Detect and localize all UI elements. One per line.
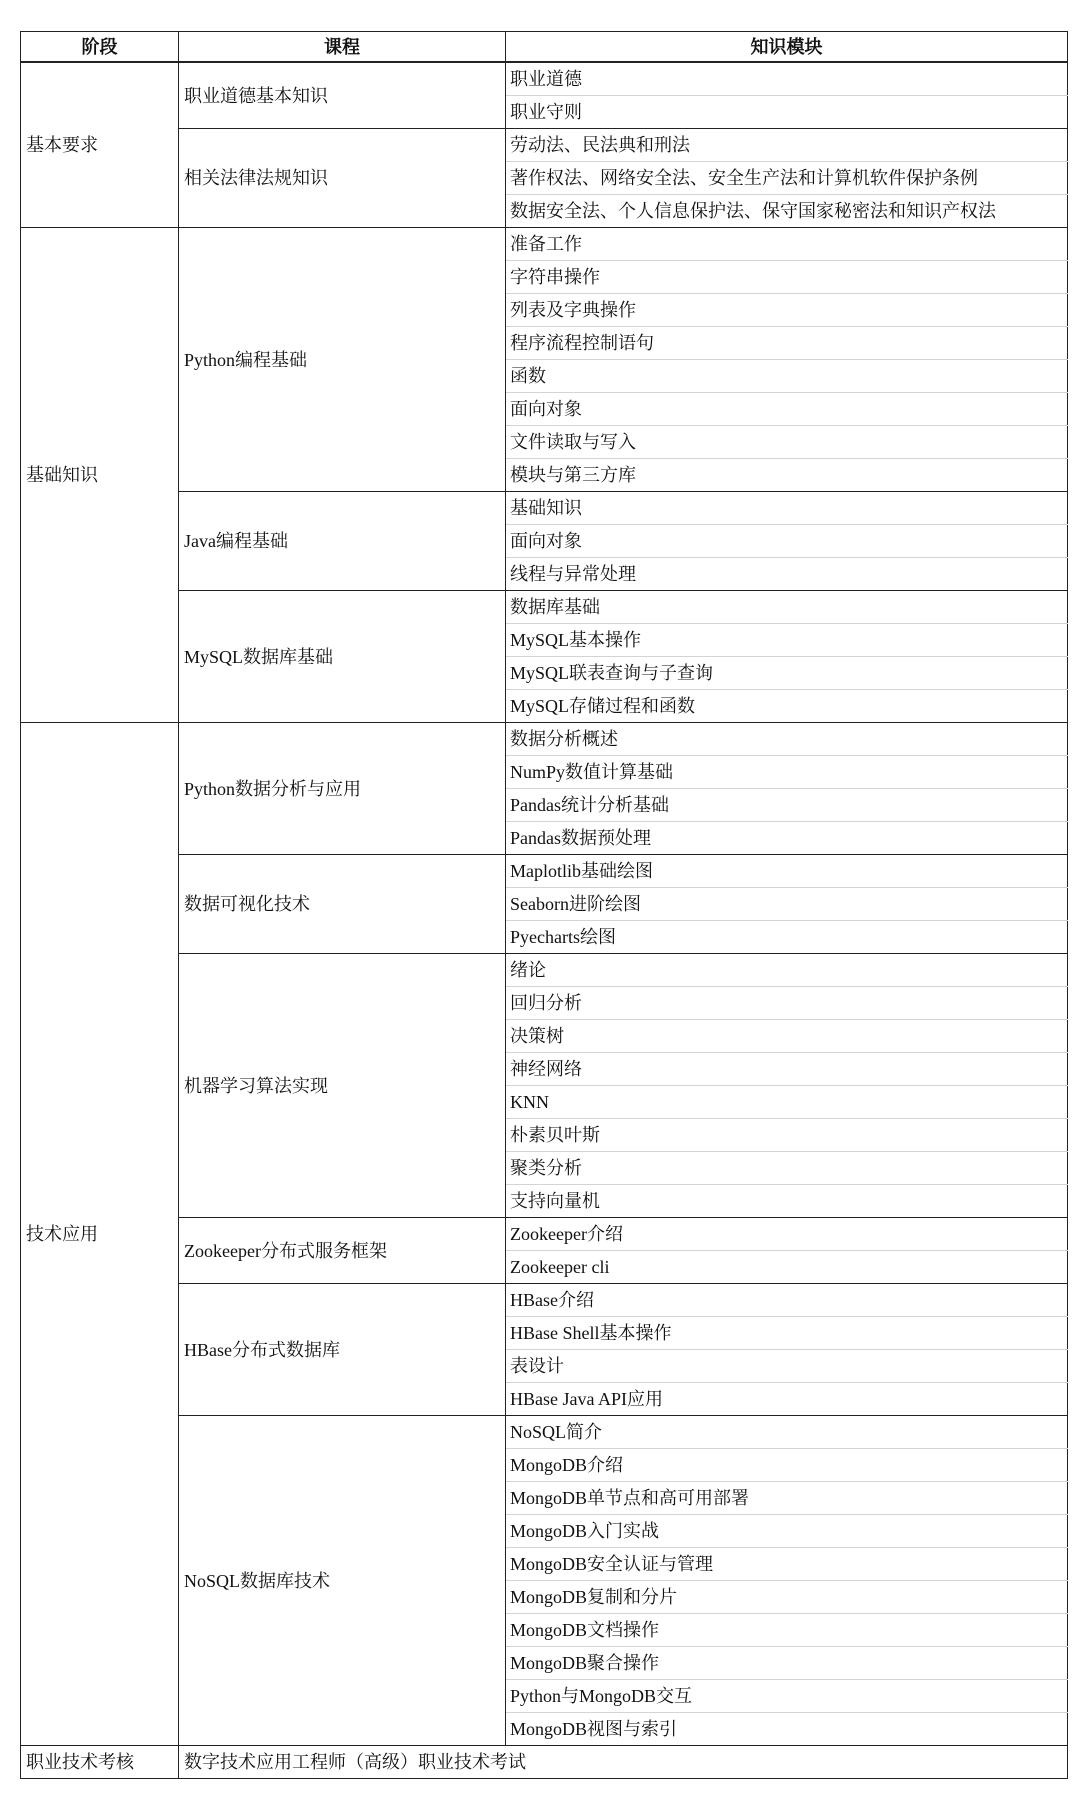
module-cell: 著作权法、网络安全法、安全生产法和计算机软件保护条例 xyxy=(506,162,1068,195)
module-cell: HBase Shell基本操作 xyxy=(506,1317,1068,1350)
module-cell: 回归分析 xyxy=(506,987,1068,1020)
module-cell: 劳动法、民法典和刑法 xyxy=(506,129,1068,162)
module-cell: MongoDB聚合操作 xyxy=(506,1647,1068,1680)
table-row xyxy=(21,1416,1068,1449)
curriculum-body xyxy=(21,62,1068,1779)
course-cell: MySQL数据库基础 xyxy=(179,591,506,723)
course-cell: Python数据分析与应用 xyxy=(179,723,506,855)
final-row xyxy=(21,1746,1068,1779)
module-cell: 绪论 xyxy=(506,954,1068,987)
module-cell: 函数 xyxy=(506,360,1068,393)
module-cell: MongoDB安全认证与管理 xyxy=(506,1548,1068,1581)
module-cell: MySQL联表查询与子查询 xyxy=(506,657,1068,690)
module-cell: MongoDB复制和分片 xyxy=(506,1581,1068,1614)
course-cell: Python编程基础 xyxy=(179,228,506,492)
module-cell: NoSQL简介 xyxy=(506,1416,1068,1449)
module-cell: HBase介绍 xyxy=(506,1284,1068,1317)
module-cell: Pandas数据预处理 xyxy=(506,822,1068,855)
module-cell: 程序流程控制语句 xyxy=(506,327,1068,360)
stage-cell: 职业技术考核 xyxy=(21,1746,179,1779)
module-cell: 支持向量机 xyxy=(506,1185,1068,1218)
module-cell: Pandas统计分析基础 xyxy=(506,789,1068,822)
module-cell: 数据分析概述 xyxy=(506,723,1068,756)
module-cell: 数据库基础 xyxy=(506,591,1068,624)
table-row xyxy=(21,855,1068,888)
module-cell: 聚类分析 xyxy=(506,1152,1068,1185)
module-cell: KNN xyxy=(506,1086,1068,1119)
course-cell: NoSQL数据库技术 xyxy=(179,1416,506,1746)
module-cell: 面向对象 xyxy=(506,393,1068,426)
course-cell: 相关法律法规知识 xyxy=(179,129,506,228)
module-cell: HBase Java API应用 xyxy=(506,1383,1068,1416)
module-cell: MySQL基本操作 xyxy=(506,624,1068,657)
table-row xyxy=(21,492,1068,525)
module-cell: MongoDB单节点和高可用部署 xyxy=(506,1482,1068,1515)
table-row xyxy=(21,62,1068,96)
module-cell: Seaborn进阶绘图 xyxy=(506,888,1068,921)
course-cell: Java编程基础 xyxy=(179,492,506,591)
module-cell: NumPy数值计算基础 xyxy=(506,756,1068,789)
table-row xyxy=(21,1284,1068,1317)
stage-cell: 基础知识 xyxy=(21,228,179,723)
module-cell: 面向对象 xyxy=(506,525,1068,558)
module-cell: 表设计 xyxy=(506,1350,1068,1383)
table-row xyxy=(21,591,1068,624)
curriculum-table xyxy=(20,31,1068,1779)
module-cell: MongoDB介绍 xyxy=(506,1449,1068,1482)
module-cell: 基础知识 xyxy=(506,492,1068,525)
module-cell: 列表及字典操作 xyxy=(506,294,1068,327)
module-cell: 准备工作 xyxy=(506,228,1068,261)
header-course: 课程 xyxy=(179,32,506,63)
module-cell: 文件读取与写入 xyxy=(506,426,1068,459)
header-row xyxy=(21,32,1068,63)
table-row xyxy=(21,1218,1068,1251)
module-cell: 职业守则 xyxy=(506,96,1068,129)
module-cell: MySQL存储过程和函数 xyxy=(506,690,1068,723)
course-cell: Zookeeper分布式服务框架 xyxy=(179,1218,506,1284)
module-cell: 字符串操作 xyxy=(506,261,1068,294)
module-cell: Zookeeper介绍 xyxy=(506,1218,1068,1251)
module-cell: Zookeeper cli xyxy=(506,1251,1068,1284)
course-cell: 数据可视化技术 xyxy=(179,855,506,954)
module-cell: 模块与第三方库 xyxy=(506,459,1068,492)
module-cell: 线程与异常处理 xyxy=(506,558,1068,591)
module-cell: Maplotlib基础绘图 xyxy=(506,855,1068,888)
header-stage: 阶段 xyxy=(21,32,179,63)
module-cell: Pyecharts绘图 xyxy=(506,921,1068,954)
course-cell: HBase分布式数据库 xyxy=(179,1284,506,1416)
module-cell: MongoDB入门实战 xyxy=(506,1515,1068,1548)
table-row xyxy=(21,954,1068,987)
curriculum-table-wrapper xyxy=(20,31,1067,1779)
module-cell: 决策树 xyxy=(506,1020,1068,1053)
stage-cell: 技术应用 xyxy=(21,723,179,1746)
module-cell: 数据安全法、个人信息保护法、保守国家秘密法和知识产权法 xyxy=(506,195,1068,228)
course-cell: 职业道德基本知识 xyxy=(179,62,506,129)
course-cell: 机器学习算法实现 xyxy=(179,954,506,1218)
module-cell: 朴素贝叶斯 xyxy=(506,1119,1068,1152)
module-cell: MongoDB文档操作 xyxy=(506,1614,1068,1647)
header-module: 知识模块 xyxy=(506,32,1068,63)
table-row xyxy=(21,129,1068,162)
table-row xyxy=(21,723,1068,756)
table-row xyxy=(21,228,1068,261)
module-cell: 神经网络 xyxy=(506,1053,1068,1086)
module-cell: 职业道德 xyxy=(506,62,1068,96)
exam-cell: 数字技术应用工程师（高级）职业技术考试 xyxy=(179,1746,1068,1779)
stage-cell: 基本要求 xyxy=(21,62,179,228)
module-cell: Python与MongoDB交互 xyxy=(506,1680,1068,1713)
module-cell: MongoDB视图与索引 xyxy=(506,1713,1068,1746)
